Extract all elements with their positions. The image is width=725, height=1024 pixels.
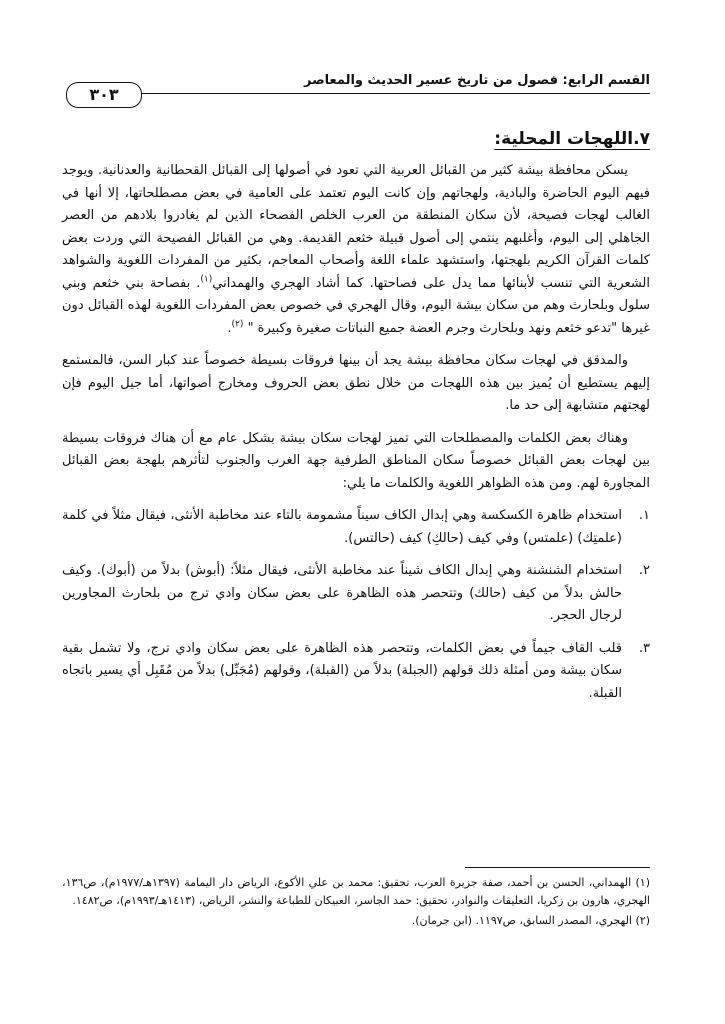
list-item-text: استخدام ظاهرة الكسكسة وهي إبدال الكاف سيناً مشمومة بالتاء عند مخاطبة الأنثى، فيقال مثلاً في كلمة (علمتِك) (علمتس) وفي كيف (حالكِ) كيف (حالتس). xyxy=(62,508,622,546)
list-item-text: استخدام الشنشنة وهي إبدال الكاف شيناً عند مخاطبة الأنثى، فيقال مثلاً: (أبوش) بدلاً من (أبوك). وكيف حالش بدلاً من كيف (حالك) وتتحصر هذه الظاهرة على بعض سكان وادي ترج من بلحارث المجاورين لرجال الحجر. xyxy=(62,563,622,623)
list-item xyxy=(62,560,650,628)
running-header-title: القسم الرابع: فصول من تاريخ عسير الحديث والمعاصر xyxy=(304,73,650,88)
list-item-number: ٣. xyxy=(638,640,650,656)
footnote-separator xyxy=(465,867,650,868)
paragraph: يسكن محافظة بيشة كثير من القبائل العربية التي تعود في أصولها إلى القبائل القحطانية والعدنانية. ويوجد فيهم اليوم الحاضرة والبادية، ولهجاتهم وإن كانت اليوم تعتمد على العامية في بعض مصطلحاتها، إلا أنها في الغالب لهجات فصيحة، لأن سكان المنطقة من العرب الخلص الفصحاء الذين لم يغادروا بلادهم من العصر الجاهلي إلى اليوم، وأغلبهم ينتمي إلى أصول قبيلة خثعم القديمة. وهي من القبائل الفصيحة التي وردت بعض كلمات القرآن الكريم بلهجتها، واستشهد علماء اللغة وأصحاب المعاجم، بكثير من المفردات اللغوية والشواهد الشعرية التي تنسب لأبنائها مما يدل على فصاحتها. كما أشاد الهجري والهمداني$^{(١)}$. بفصاحة بني خثعم وبني سلول وبلحارث وهم من سكان بيشة اليوم، وقال الهجري في خصوص بعض المفردات اللغوية لهذه القبائل دون غيرها "تدعو خثعم ونهد وبلحارث وجرم العضة جميع النباتات صغيرة وكبيرة " $^{(٢)}$. xyxy=(62,163,650,336)
list-item xyxy=(62,638,650,706)
footnote: (١) الهمداني، الحسن بن أحمد، صفة جزيرة العرب، تحقيق: محمد بن علي الأكوع، الرياض دار اليمامة (١٣٩٧هـ/١٩٧٧م)، ص١٣٦، الهجري، هارون بن زكريا، التعليقات والنوادر، تحقيق: حمد الجاسر، العبيكان للطباعة والنشر، الرياض، (١٤١٣هـ/١٩٩٣م)، ص١٤٨٢. xyxy=(62,876,651,907)
paragraph-text: يسكن محافظة بيشة كثير من القبائل العربية التي تعود في أصولها إلى القبائل القحطانية والعدنانية. ويوجد فيهم اليوم الحاضرة والبادية، ولهجاتهم وإن كانت اليوم تعتمد على العامية في بعض مصطلحاتها، إلا أنها في الغالب لهجات فصيحة، لأن سكان المنطقة من العرب الخلص الفصحاء الذين لم يغادروا بلادهم من العصر الجاهلي إلى اليوم، وأغلبهم ينتمي إلى أصول قبيلة خثعم القديمة. وهي من القبائل الفصيحة التي وردت بعض كلمات القرآن الكريم بلهجتها، واستشهد علماء اللغة وأصحاب المعاجم، بكثير من المفردات اللغوية والشواهد الشعرية التي تنسب لأبنائها مما يدل على فصاحتها. كما أشاد الهجري والهمداني xyxy=(62,163,650,291)
list-item-text: قلب القاف جيماً في بعض الكلمات، وتتحصر هذه الظاهرة على بعض سكان وادي ترج، ولا تشمل بقية سكان بيشة ومن أمثلة ذلك قولهم (الجبلة) بدلاً من (القبلة)، وقولهم (مُجَبِّل) بدلاً من مُقَبِل أي يسير باتجاه القبلة. xyxy=(62,640,622,701)
footnote-ref-1: (١) xyxy=(200,274,213,285)
paragraph: وهناك بعض الكلمات والمصطلحات التي تميز لهجات سكان بيشة بشكل عام مع أن هناك فروقات بسيطة بين لهجات بعض القبائل خصوصاً سكان المناطق الطرفية جهة الغرب والجنوب لتأثرهم بلهجة بعض القبائل المجاورة لهم. ومن هذه الظواهر اللغوية والكلمات ما يلي: xyxy=(62,430,650,491)
page-number: ٣٠٣ xyxy=(66,82,142,108)
list-item-number: ١. xyxy=(638,508,650,523)
section-title: ٧.اللهجات المحلية: xyxy=(494,129,650,149)
footnotes xyxy=(62,874,650,933)
body-text xyxy=(62,160,650,715)
paragraph: والمدقق في لهجات سكان محافظة بيشة يجد أن بينها فروقات بسيطة خصوصاً عند كبار السن، فالمستمع إليهم يستطيع أن يُميز بين هذه اللهجات من خلال نطق بعض الحروف ومخارج أصواتها، أما جيل اليوم فإن لهجتهم متشابهة إلى حد ما. xyxy=(62,353,650,413)
phenomena-list xyxy=(62,505,650,705)
list-item-number: ٢. xyxy=(638,563,650,578)
list-item xyxy=(62,505,650,550)
footnote-ref-2: (٢) xyxy=(231,319,244,330)
paragraph-text: . بفصاحة بني خثعم وبني سلول وبلحارث وهم من سكان بيشة اليوم، وقال الهجري في خصوص بعض المفردات اللغوية لهذه القبائل دون غيرها "تدعو خثعم ونهد وبلحارث وجرم العضة جميع النباتات صغيرة وكبيرة " xyxy=(62,275,650,336)
header-rule xyxy=(140,93,650,94)
footnote: (٢) الهجري، المصدر السابق، ص١١٩٧. (ابن جرمان). xyxy=(411,914,650,927)
